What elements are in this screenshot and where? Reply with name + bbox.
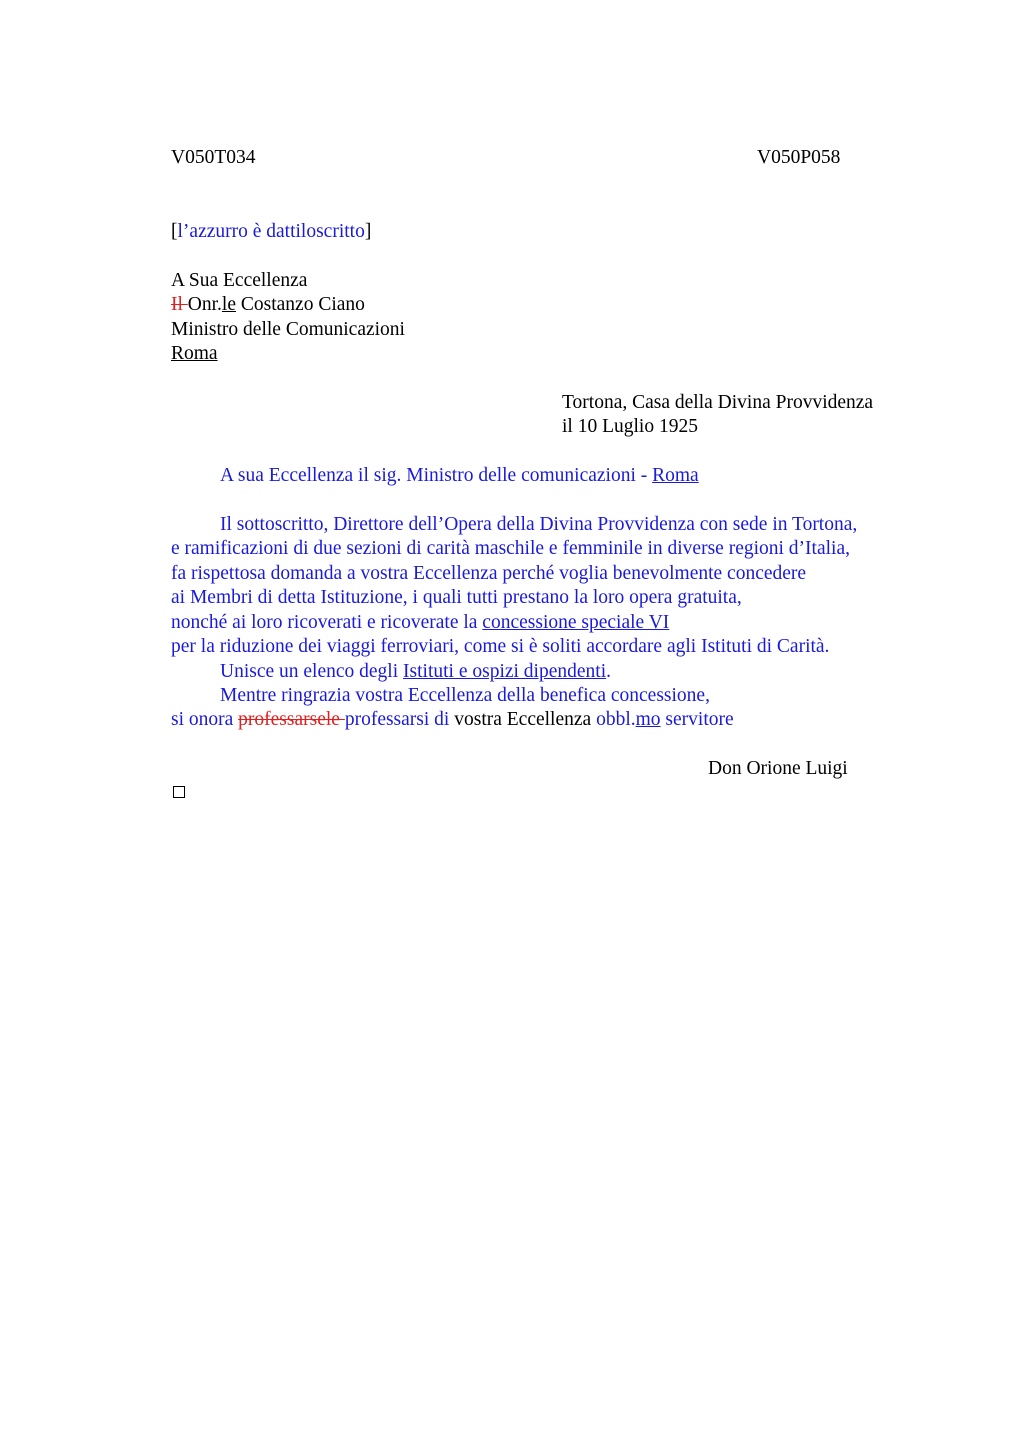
handwritten-phrase: vostra Eccellenza — [454, 709, 592, 730]
closing-abbrev-suffix: mo — [635, 709, 661, 730]
address-line-1: A Sua Eccellenza — [171, 270, 308, 291]
concession-reference: concessione speciale VI — [482, 612, 670, 633]
document-code-left: V050T034 — [171, 147, 256, 168]
salutation-text: A sua Eccellenza il sig. Ministro delle comunicazioni - — [220, 465, 653, 486]
body-line-1: Il sottoscritto, Direttore dell’Opera della Divina Provvidenza con sede in Tortona, — [220, 514, 858, 535]
body-line-4: ai Membri di detta Istituzione, i quali tutti prestano la loro opera gratuita, — [171, 587, 742, 608]
corrected-word: professarsi di — [344, 709, 455, 730]
institutes-reference: Istituti e ospizi dipendenti — [403, 661, 607, 682]
struck-word: professarsele — [238, 709, 345, 730]
signature: Don Orione Luigi — [708, 758, 848, 779]
closing-word: servitore — [660, 709, 734, 730]
salutation — [220, 464, 699, 489]
body-line-5-text: nonché ai loro ricoverati e ricoverate la — [171, 612, 483, 633]
address-title-suffix: le — [221, 294, 236, 315]
dateline-date: il 10 Luglio 1925 — [562, 416, 698, 437]
closing-abbrev: obbl. — [591, 709, 636, 730]
body-line-8: Mentre ringrazia vostra Eccellenza della benefica concessione, — [220, 685, 710, 706]
body-line-7 — [220, 660, 611, 685]
body-line-9 — [171, 708, 734, 733]
dateline-place: Tortona, Casa della Divina Provvidenza — [562, 392, 874, 413]
salutation-place: Roma — [652, 465, 699, 486]
address-city: Roma — [171, 343, 218, 364]
address-title: Onr. — [187, 294, 222, 315]
struck-text: Il — [171, 294, 188, 315]
document-code-right: V050P058 — [757, 147, 841, 168]
note-close-bracket: ] — [364, 221, 372, 242]
body-line-9-start: si onora — [171, 709, 239, 730]
end-marker-box — [173, 786, 185, 798]
address-line-2 — [171, 293, 365, 318]
body-line-3: fa rispettosa domanda a vostra Eccellenza perché voglia benevolmente concedere — [171, 563, 807, 584]
note-text: l’azzurro è dattiloscritto — [177, 221, 365, 242]
note-open-bracket: [ — [171, 221, 178, 242]
body-line-7-text: Unisce un elenco degli — [220, 661, 404, 682]
body-line-5 — [171, 611, 669, 636]
address-name: Costanzo Ciano — [236, 294, 365, 315]
body-line-2: e ramificazioni di due sezioni di carità maschile e femminile in diverse regioni d’Italia, — [171, 538, 850, 559]
editorial-note — [171, 220, 371, 245]
body-line-7-end: . — [606, 661, 611, 682]
address-line-3: Ministro delle Comunicazioni — [171, 319, 405, 340]
body-line-6: per la riduzione dei viaggi ferroviari, come si è soliti accordare agli Istituti di Carità. — [171, 636, 830, 657]
